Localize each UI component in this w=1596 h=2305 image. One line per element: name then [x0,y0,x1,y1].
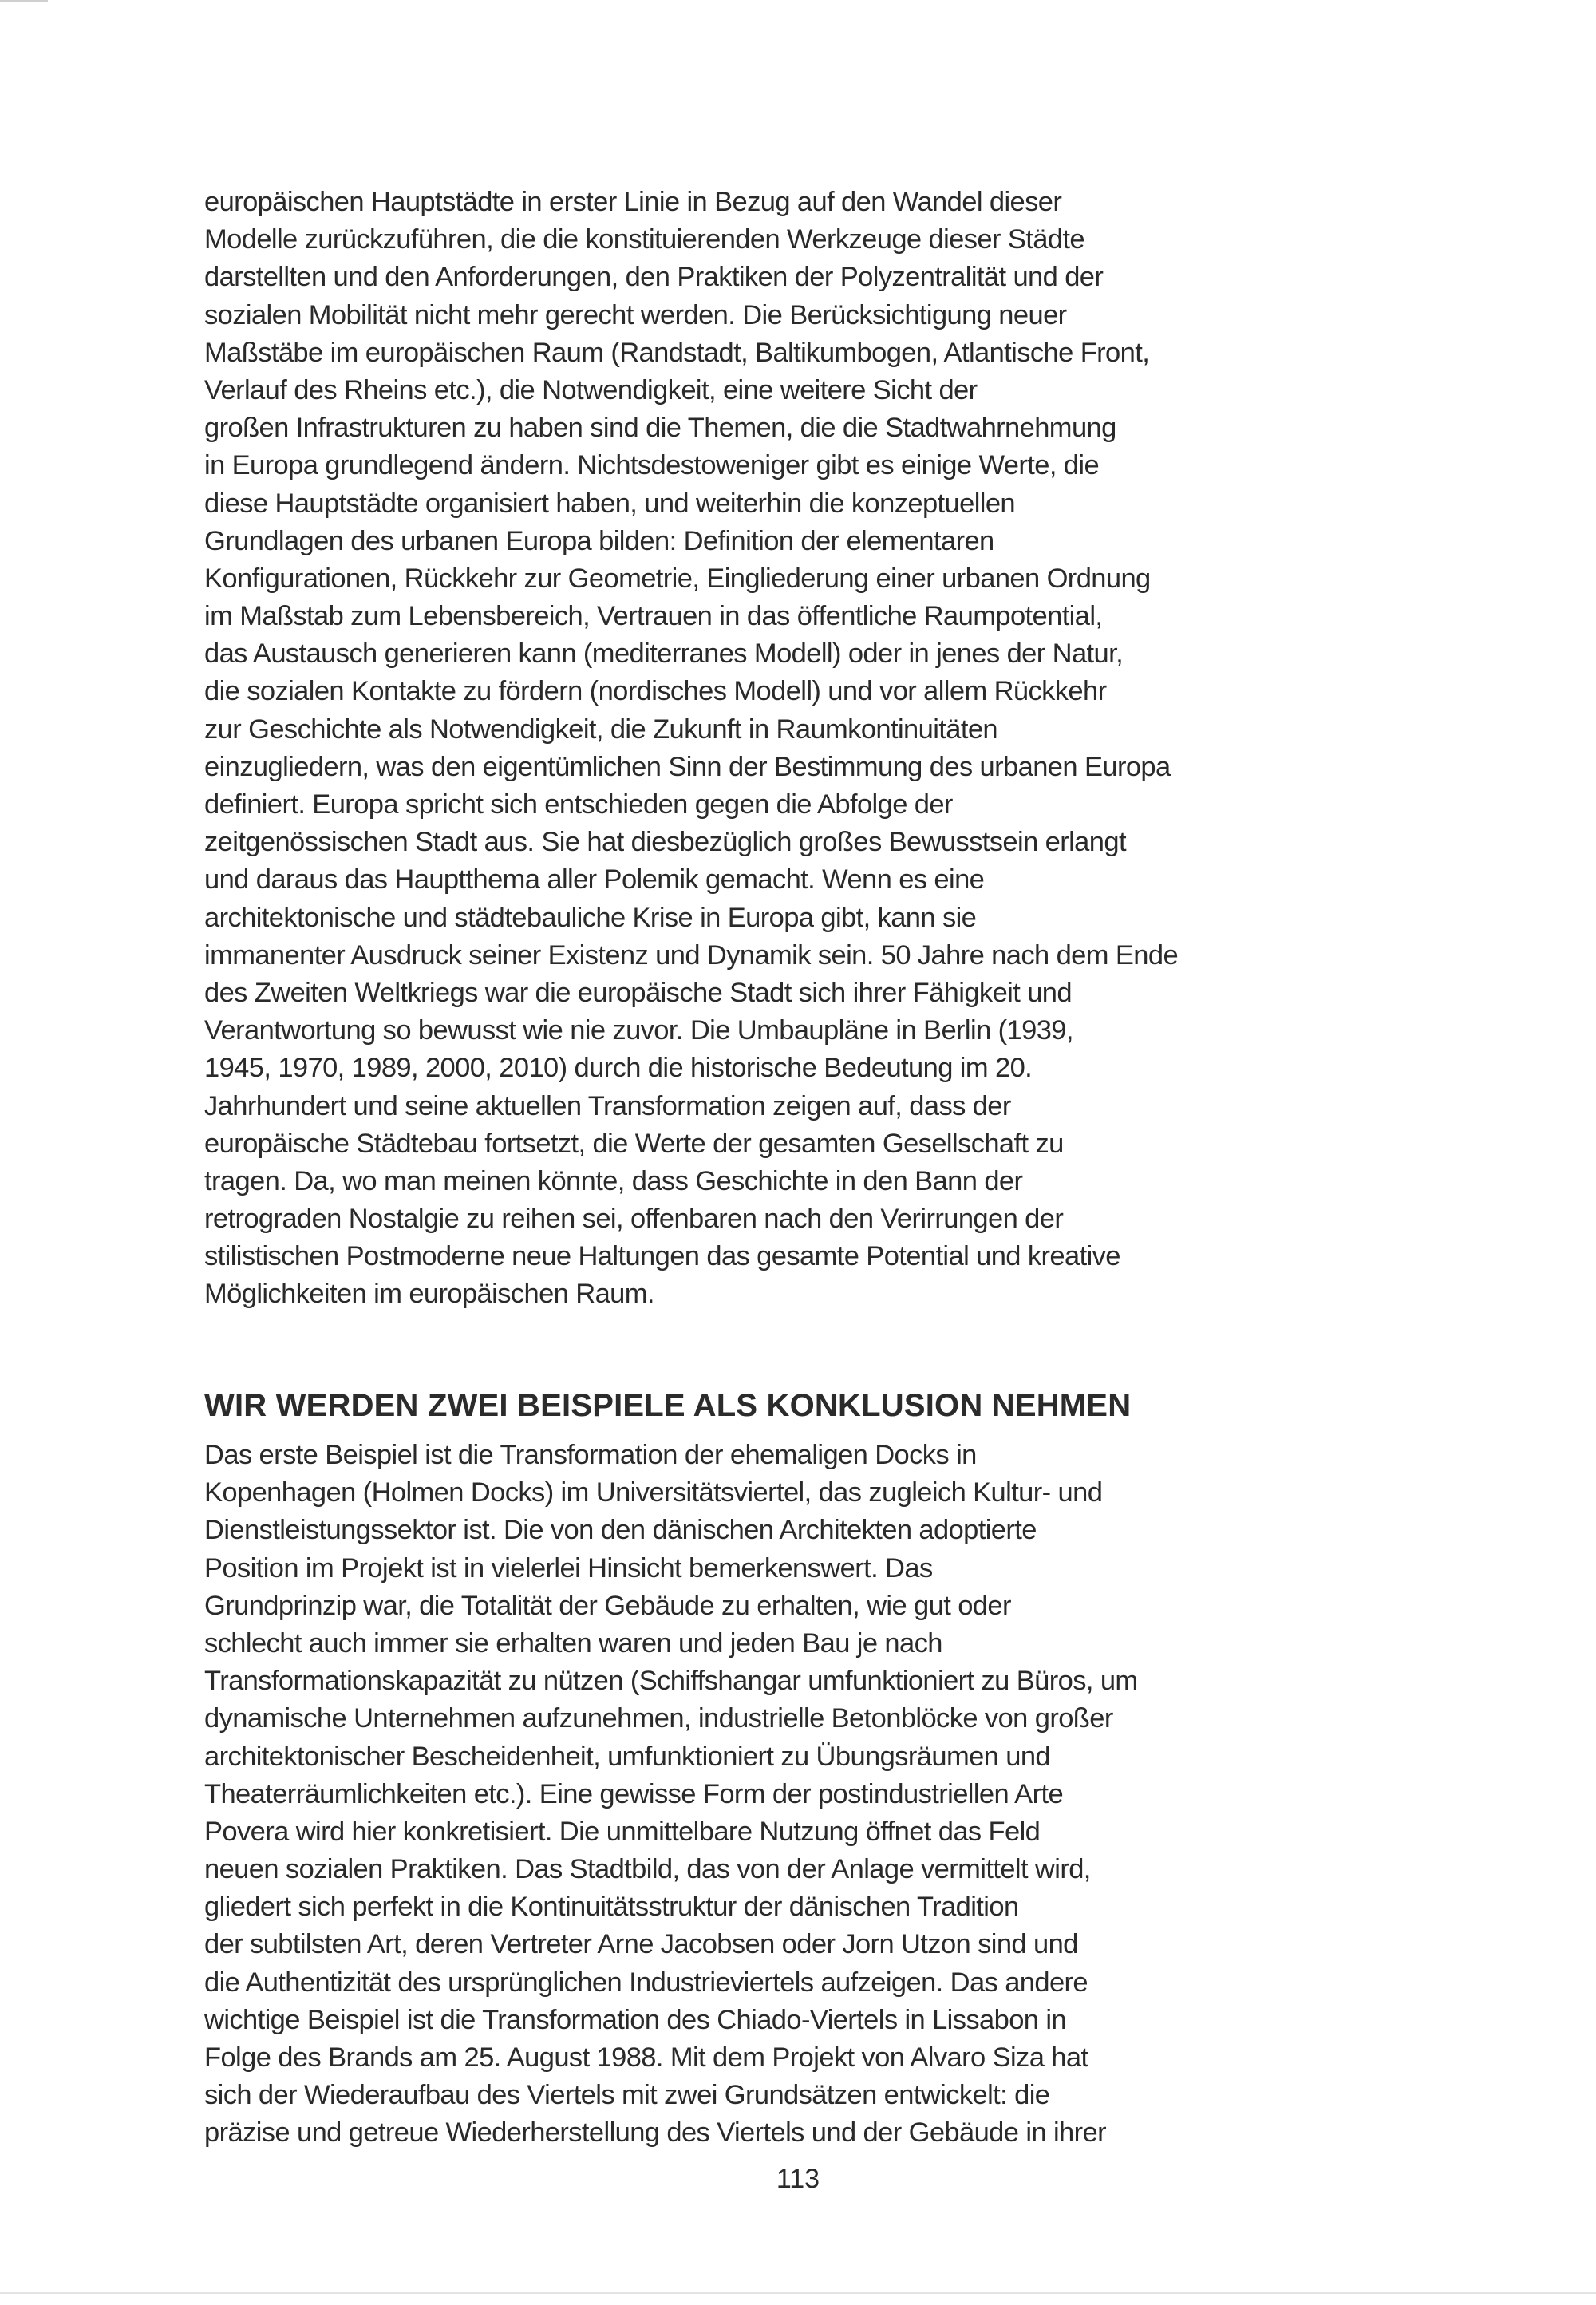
text-line: Modelle zurückzuführen, die die konstituierenden Werkzeuge dieser Städte [204,224,1084,255]
text-line: einzugliedern, was den eigentümlichen Sinn der Bestimmung des urbanen Europa [204,751,1171,782]
text-line: Transformationskapazität zu nützen (Schiffshangar umfunktioniert zu Büros, um [204,1666,1138,1697]
text-line: Jahrhundert und seine aktuellen Transformation zeigen auf, dass der [204,1090,1011,1121]
text-line: sich der Wiederaufbau des Viertels mit zwei Grundsätzen entwickelt: die [204,2080,1050,2111]
text-line: Konfigurationen, Rückkehr zur Geometrie, Eingliederung einer urbanen Ordnung [204,563,1151,594]
scan-edge-top [0,0,48,2]
text-line: darstellten und den Anforderungen, den Praktiken der Polyzentralität und der [204,262,1104,293]
text-line: dynamische Unternehmen aufzunehmen, industrielle Betonblöcke von großer [204,1703,1113,1734]
text-line: Folge des Brands am 25. August 1988. Mit dem Projekt von Alvaro Siza hat [204,2042,1088,2073]
body-paragraph-2 [204,1437,1258,2153]
text-line: retrograden Nostalgie zu reihen sei, offenbaren nach den Verirrungen der [204,1204,1064,1235]
text-line: Maßstäbe im europäischen Raum (Randstadt, Baltikumbogen, Atlantische Front, [204,337,1150,368]
text-line: Position im Projekt ist in vielerlei Hinsicht bemerkenswert. Das [204,1552,933,1583]
text-line: Verlauf des Rheins etc.), die Notwendigkeit, eine weitere Sicht der [204,374,978,405]
text-line: architektonischer Bescheidenheit, umfunktioniert zu Übungsräumen und [204,1741,1050,1772]
text-line: Grundprinzip war, die Totalität der Gebäude zu erhalten, wie gut oder [204,1590,1011,1621]
body-paragraph-1 [204,184,1258,1314]
text-line: wichtige Beispiel ist die Transformation des Chiado-Viertels in Lissabon in [204,2004,1067,2035]
page-number: 113 [776,2164,820,2194]
text-line: das Austausch generieren kann (mediterranes Modell) oder in jenes der Natur, [204,639,1124,670]
text-line: europäischen Hauptstädte in erster Linie in Bezug auf den Wandel dieser [204,187,1062,217]
text-line: großen Infrastrukturen zu haben sind die Themen, die die Stadtwahrnehmung [204,413,1116,444]
text-line: des Zweiten Weltkriegs war die europäische Stadt sich ihrer Fähigkeit und [204,977,1072,1008]
text-line: immanenter Ausdruck seiner Existenz und Dynamik sein. 50 Jahre nach dem Ende [204,939,1179,971]
text-line: tragen. Da, wo man meinen könnte, dass Geschichte in den Bann der [204,1165,1023,1196]
text-line: 1945, 1970, 1989, 2000, 2010) durch die historische Bedeutung im 20. [204,1053,1033,1084]
text-line: und daraus das Hauptthema aller Polemik gemacht. Wenn es eine [204,864,985,896]
text-line: Povera wird hier konkretisiert. Die unmittelbare Nutzung öffnet das Feld [204,1816,1041,1847]
text-line: zur Geschichte als Notwendigkeit, die Zukunft in Raumkontinuitäten [204,714,998,745]
text-line: definiert. Europa spricht sich entschieden gegen die Abfolge der [204,789,953,820]
text-line: Möglichkeiten im europäischen Raum. [204,1279,654,1310]
text-line: europäische Städtebau fortsetzt, die Werte der gesamten Gesellschaft zu [204,1128,1064,1159]
text-line: Dienstleistungssektor ist. Die von den dänischen Architekten adoptierte [204,1515,1037,1546]
text-line: Theaterräumlichkeiten etc.). Eine gewisse Form der postindustriellen Arte [204,1778,1064,1809]
text-line: im Maßstab zum Lebensbereich, Vertrauen in das öffentliche Raumpotential, [204,601,1103,632]
text-line: architektonische und städtebauliche Krise in Europa gibt, kann sie [204,902,977,933]
text-line: sozialen Mobilität nicht mehr gerecht werden. Die Berücksichtigung neuer [204,299,1067,330]
text-line: schlecht auch immer sie erhalten waren und jeden Bau je nach [204,1627,942,1659]
text-line: in Europa grundlegend ändern. Nichtsdestoweniger gibt es einige Werte, die [204,450,1100,481]
text-line: gliedert sich perfekt in die Kontinuitätsstruktur der dänischen Tradition [204,1892,1019,1923]
text-line: Kopenhagen (Holmen Docks) im Universitätsviertel, das zugleich Kultur- und [204,1477,1103,1508]
text-line: der subtilsten Art, deren Vertreter Arne Jacobsen oder Jorn Utzon sind und [204,1929,1078,1960]
text-line: Grundlagen des urbanen Europa bilden: Definition der elementaren [204,525,994,556]
text-line: neuen sozialen Praktiken. Das Stadtbild, das von der Anlage vermittelt wird, [204,1854,1091,1885]
text-line: zeitgenössischen Stadt aus. Sie hat diesbezüglich großes Bewusstsein erlangt [204,827,1126,858]
text-line: präzise und getreue Wiederherstellung des Viertels und der Gebäude in ihrer [204,2117,1106,2149]
text-line: Das erste Beispiel ist die Transformation der ehemaligen Docks in [204,1440,977,1470]
text-line: stilistischen Postmoderne neue Haltungen das gesamte Potential und kreative [204,1241,1120,1272]
text-line: diese Hauptstädte organisiert haben, und weiterhin die konzeptuellen [204,488,1015,519]
scan-edge-bottom [0,2292,1596,2294]
section-heading: WIR WERDEN ZWEI BEISPIELE ALS KONKLUSION NEHMEN [204,1388,1132,1423]
text-line: Verantwortung so bewusst wie nie zuvor. Die Umbaupläne in Berlin (1939, [204,1015,1073,1046]
text-line: die sozialen Kontakte zu fördern (nordisches Modell) und vor allem Rückkehr [204,676,1107,707]
text-line: die Authentizität des ursprünglichen Industrieviertels aufzeigen. Das andere [204,1967,1088,1998]
